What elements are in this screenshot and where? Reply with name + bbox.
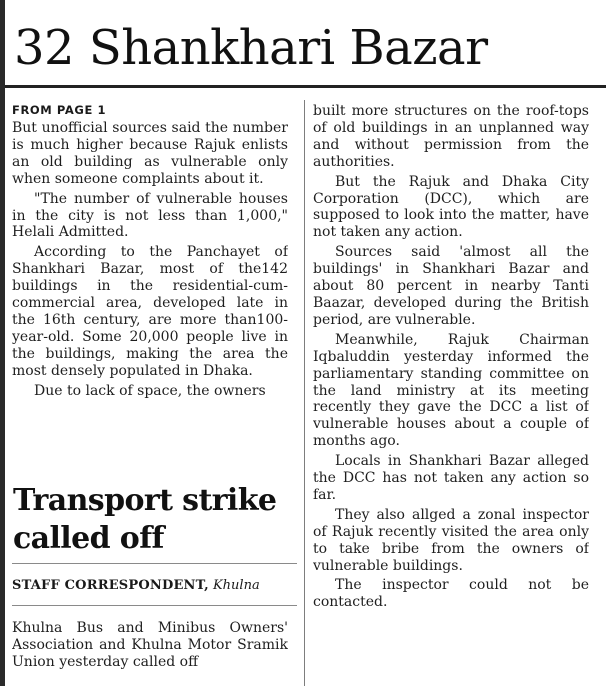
byline-place: Khulna [212, 578, 260, 593]
body-paragraph: The inspector could not be contacted. [313, 577, 589, 611]
byline-rule-bottom [12, 605, 297, 606]
second-story-column [12, 620, 288, 686]
body-paragraph: They also allged a zonal inspector of Rajuk recently visited the area only to take bribe from the owners of vulnerable buildings. [313, 506, 589, 574]
body-paragraph: But the Rajuk and Dhaka City Corporation (DCC), which are supposed to look into the matter, have not taken any action. [313, 173, 589, 241]
column-divider [304, 100, 305, 686]
second-story-headline: Transport strike called off [13, 483, 277, 556]
continuation-kicker: FROM PAGE 1 [12, 103, 107, 117]
body-paragraph: Meanwhile, Rajuk Chairman Iqbaluddin yesterday informed the parliamentary standing committee on the land ministry at its meeting recently they gave the DCC a list of vulnerable houses about a couple of months ago. [313, 331, 589, 450]
body-paragraph: "The number of vulnerable houses in the city is not less than 1,000," Helali Admitted. [12, 190, 288, 241]
body-paragraph: Locals in Shankhari Bazar alleged the DCC has not taken any action so far. [313, 453, 589, 503]
page-title: 32 Shankhari Bazar [14, 20, 488, 76]
byline-rule-top [12, 563, 297, 564]
body-paragraph: According to the Panchayet of Shankhari Bazar, most of the142 buildings in the residential-cum-commercial area, developed late in the 16th century, are more than100-year-old. Some 20,000 people live in the buildings, making the area the most densely populated in Dhaka. [12, 244, 288, 379]
main-story-column-2 [313, 103, 589, 673]
byline-name: STAFF CORRESPONDENT, [12, 578, 209, 593]
body-paragraph: Due to lack of space, the owners [34, 382, 266, 399]
headline-rule [5, 85, 606, 88]
main-story-column-1 [12, 102, 288, 474]
body-paragraph: Sources said 'almost all the buildings' in Shankhari Bazar and about 80 percent in nearby Tanti Baazar, developed during the British period, are vulnerable. [313, 244, 589, 328]
byline [12, 577, 297, 595]
page-edge [0, 0, 5, 686]
body-paragraph: built more structures on the roof-tops of old buildings in an unplanned way and without permission from the authorities. [313, 103, 589, 170]
body-paragraph: But unofficial sources said the number is much higher because Rajuk enlists an old building as vulnerable only when someone complaints about it. [12, 120, 288, 187]
body-paragraph: Khulna Bus and Minibus Owners' Association and Khulna Motor Sramik Union yesterday called off [12, 620, 288, 670]
